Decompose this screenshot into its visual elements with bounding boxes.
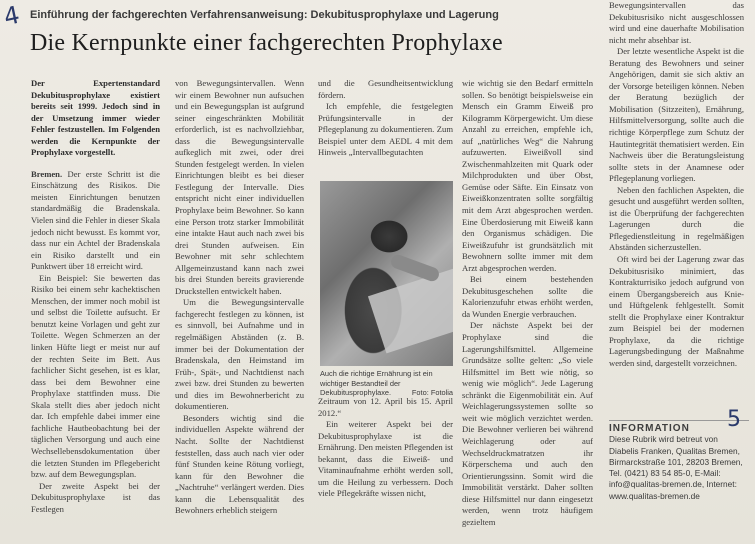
- column-3-bottom: [318, 396, 453, 500]
- body-paragraph: Um die Bewegungsintervalle fachgerecht festlegen zu können, ist es sinnvoll, bei Aufnahme und in regelmäßigen Abständen (z. B. immer bei der Dokumentation der Bradenskala, den Heimstand im Früh-, Spät-, und Nachtdienst nach zwei bzw. drei Stunden zu bewerten und dies im Bewohnerbericht zu dokumentieren.: [175, 297, 304, 412]
- body-text: Der erste Schritt ist die Einschätzung des Risikos. Die meisten Einrichtungen benutzen standardmäßig die Bradenskala. Vielen sind die Fehler in dieser Skala jedoch nicht bewusst. Es kommt vor, dass nur ein Achtel der Bradenskala ein Risiko darstellt und ein Punktwert über 18 erreicht wird.: [31, 168, 160, 272]
- column-1: [31, 78, 160, 515]
- body-paragraph: Ich empfehle, die festgelegten Prüfungsintervalle in der Pflegeplanung zu dokumentieren. Zum Beispiel unter dem AEDL 4 mit dem Hinweis „Intervallbegutachten: [318, 101, 453, 158]
- body-paragraph: Oft wird bei der Lagerung zwar das Dekubitusrisiko minimiert, das Kontrakturrisiko jedoch aufgrund von einem Übergangsbereich aus Knie- und Hüftgelenk fehlgestellt. Somit stellt die Prophylaxe einer Kontraktur zum Beispiel bei der modernen Prophylaxe, da die richtige Lagerungsbedingung der Maßnahme werden sind, dargestellt vorzeichnen.: [609, 254, 744, 368]
- intro-paragraph: Der Expertenstandard Dekubitusprophylaxe existiert bereits seit 1999. Jedoch sind in der Umsetzung immer wieder Fehler festzustellen. Im Folgenden werden die Kernpunkte der Prophylaxe vorgestellt.: [31, 78, 160, 158]
- body-paragraph: Der letzte wesentliche Aspekt ist die Beratung des Bewohners und seiner Angehörigen, damit sie sich aktiv an der Vorsorge beteiligen können. Neben der Beratung bezüglich der Mobilisation (Sitzzeiten), Ernährung, Hilfsmittelversorgung, sollte auch die richtige Körperpflege zum Schutz der Hautintegrität thematisiert werden. Ein Nachweis über die Beratungsleistung sollte stets in der Anamnese oder Pflegeplanung vorliegen.: [609, 46, 744, 184]
- photo-credit: Foto: Fotolia: [411, 388, 453, 397]
- column-4: [462, 78, 593, 528]
- photo-shape-bed: [368, 269, 453, 354]
- handwritten-number-mark: 5: [727, 407, 741, 432]
- body-paragraph: Bei einem bestehenden Dekubitusgeschehen sollte die Kalorienzufuhr etwas erhöht werden, da Wunden Energie verbrauchen.: [462, 274, 593, 319]
- handwritten-number-mark: 4: [1, 0, 23, 32]
- photo-shape-arm: [389, 253, 441, 283]
- article-kicker: Einführung der fachgerechten Verfahrensanweisung: Dekubitusprophylaxe und Lagerung: [30, 9, 499, 21]
- column-5: [609, 0, 744, 370]
- photo-caption: [320, 369, 453, 398]
- body-paragraph: von Bewegungsintervallen. Wenn wir einem Bewohner nun aufsuchen und ein Bewegungsplan ist aufgrund seiner eingeschränkten Mobilität erforderlich, ist es nachvollziehbar, dass die Bewegungsintervalle aufkeglich mit zwei, oder drei Stunden festgelegt werden. In vielen Einrichtungen bleibt es bei dieser Festlegung der Intervalle. Dies entspricht nicht einer individuellen Prophylaxe beim Bewohner. So kann eine Person trotz starker Immobilität eine intakte Haut auch nach zwei bis drei Stunden aufweisen. Ein Bewohner mit sehr schlechtem Allgemeinzustand kann nach zwei bis drei Stunden bereits gravierende Druckstellen entwickelt haben.: [175, 78, 304, 296]
- column-2: [175, 78, 304, 517]
- body-paragraph: Ein weiterer Aspekt bei der Dekubitusprophylaxe ist die Ernährung. Den meisten Pflegenden ist bekannt, dass die Eiweiß- und Vitaminaufnahme erhöht werden soll, um die Heilung zu verbessern. Doch viele Pflegekräfte wissen nicht,: [318, 419, 453, 499]
- body-paragraph: Zeitraum von 12. April bis 15. April 2012.“: [318, 396, 453, 418]
- body-paragraph: [31, 169, 160, 273]
- body-paragraph: und die Gesundheitsentwicklung fördern.: [318, 78, 453, 100]
- body-paragraph: wie wichtig sie den Bedarf ermitteln sollen. So benötigt beispielsweise ein Mensch ein Gramm Eiweiß pro Kilogramm Körpergewicht. Um diese Anzahl zu erreichen, empfehle ich, auf „natürliches Weg“ die Nahrung aufzuwerten. Eiweißvoll sind Zwischenmahlzeiten mit Quark oder Milchprodukten und über Obst, Gemüse oder Säfte. Ein Einsatz von Eiweißkonzentraten sollte sorgfältig mit dem Arzt abgesprochen werden. Eine Überdosierung mit Eiweiß kann den Organismus schädigen. Die Eiweißzufuhr ist grundsätzlich mit Bewohnern sollte immer mit dem Arzt abgesprochen werden.: [462, 78, 593, 273]
- article-photo: [320, 181, 453, 366]
- body-paragraph: Der nächste Aspekt bei der Prophylaxe sind die Lagerungshilfsmittel. Allgemeine Grundsätze sollte gelten: „So viele Hilfsmittel im Bett wie nötig, so wenig wie möglich“. Jede Lagerung schränkt die Eigenmobilität ein. Auf Weichlagerungssystemen sollte so weit wie möglich verzichtet werden. Die Bewohner verlieren bei während Weichlagerung oder auf Wechseldruckmatratzen ihr Körperschema und auch den Orientierungssinn. Somit wird die Immobilität verstärkt. Daher sollten diese Hilfsmittel nur dann eingesetzt werden, wenn trotz häufigem gezieltem: [462, 320, 593, 527]
- dateline: Bremen.: [31, 168, 63, 179]
- article-headline: Die Kernpunkte einer fachgerechten Prophylaxe: [30, 30, 503, 56]
- info-heading: INFORMATION: [609, 420, 749, 434]
- info-text: Diese Rubrik wird betreut von Diabelis Franken, Qualitas Bremen, Birmarckstraße 101, 28203 Bremen, Tel. (0421) 83 54 85-0, E-Mail: info@qualitas-bremen.de, Internet: www.qualitas-bremen.de: [609, 434, 743, 501]
- body-paragraph: Ein Beispiel: Sie bewerten das Risiko bei einem sehr kachektischen Menschen, der immer noch mobil ist und selbst die Toilette aufsucht. Er benutzt keine Vorlagen und geht zur Toilette. Wegen Schmerzen an der linken Hüfte liegt er meist nur auf der rechten Seite im Bett. Aus fachlicher Sicht gesehen, ist es klar, dass bei dem Bewohner eine Prophylaxe stattfinden muss. Die Skala stellt dies aber jedoch nicht dar. Ich empfehle dabei immer eine fachliche Hautbeobachtung bei der täglichen Versorgung und auch eine Wechsellebensdokumentation über die letzten Stunden im Pflegebericht bzw. auf dem Bewegungsplan.: [31, 272, 160, 480]
- information-box: [609, 407, 749, 502]
- body-paragraph: Neben den fachlichen Aspekten, die gesucht und ausgeführt werden sollten, ist die Überprüfung der fachgerechten Lagerungen durch die Pflegedienstleitung in regelmäßigen Abständen sicherzustellen.: [609, 184, 744, 253]
- body-paragraph: Besonders wichtig sind die individuellen Aspekte während der Nacht. Sollte der Nachtdienst feststellen, dass auch nach vier oder fünf Stunden keine Rötung vorliegt, kann für den Bewohner die „Nachtruhe“ verlängert werden. Dies kann die Lebensqualität des Bewohners erheblich steigern: [175, 412, 304, 516]
- body-paragraph: Der zweite Aspekt bei der Dekubitusprophylaxe ist das Festlegen: [31, 480, 160, 514]
- column-3-top: [318, 78, 453, 159]
- body-paragraph: Bewegungsintervallen das Dekubitusrisiko nicht ausgeschlossen wird und eine dauerhafte Mobilisation nicht mehr absehbar ist.: [609, 0, 744, 45]
- caption-text: Auch die richtige Ernährung ist ein wichtiger Bestandteil der Dekubitusprophylaxe.: [320, 369, 433, 397]
